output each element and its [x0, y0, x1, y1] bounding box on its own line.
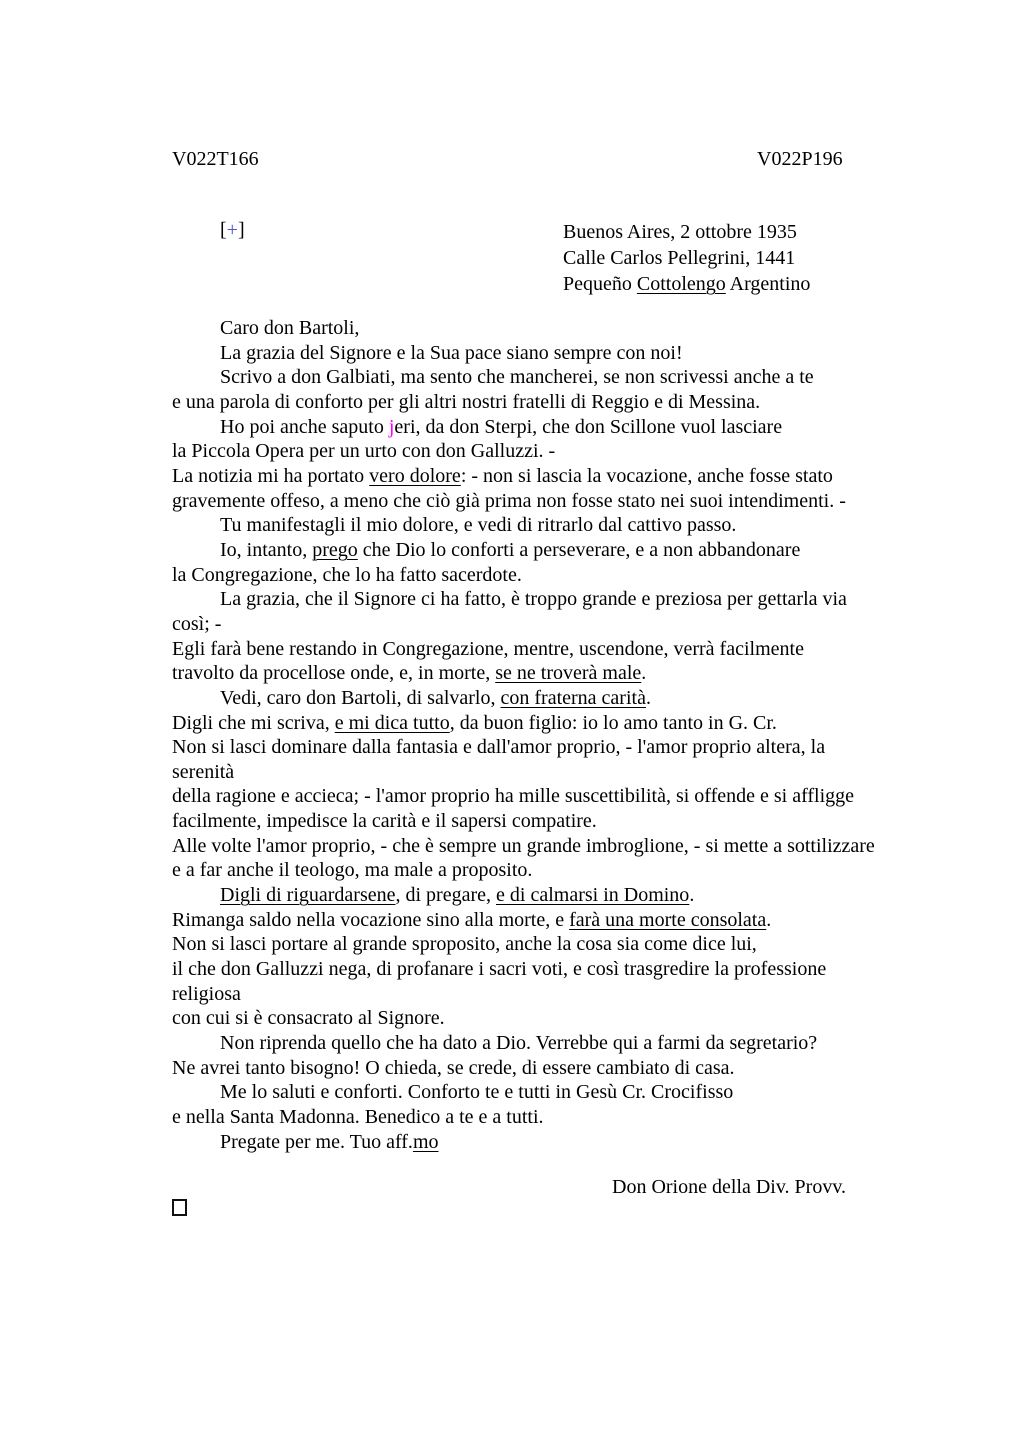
letter-line — [172, 1056, 932, 1081]
text-segment: gravemente offeso, a meno che ciò già prima non fosse stato nei suoi intendimenti. - — [172, 489, 846, 512]
text-segment: La grazia, che il Signore ci ha fatto, è troppo grande e preziosa per gettarla via — [220, 588, 847, 611]
text-segment: eri, da don Sterpi, che don Scillone vuol lasciare — [394, 415, 783, 438]
text-segment: . — [766, 908, 772, 931]
text-segment: che Dio lo conforti a perseverare, e a non abbandonare — [357, 538, 801, 561]
text-segment: Tu manifestagli il mio dolore, e vedi di ritrarlo dal cattivo passo. — [220, 514, 737, 537]
letter-line — [172, 513, 932, 538]
text-segment: Caro don Bartoli, — [220, 317, 360, 339]
text-segment: . — [641, 662, 647, 685]
letter-body — [172, 316, 932, 1154]
text-segment: Calle Carlos Pellegrini, 1441 — [563, 247, 796, 269]
letter-line — [172, 1006, 932, 1031]
letter-line — [172, 637, 932, 662]
document-code-right: V022P196 — [757, 148, 843, 170]
letter-line — [172, 390, 932, 415]
letter-line — [172, 932, 932, 957]
text-segment: Non riprenda quello che ha dato a Dio. Verrebbe qui a farmi da segretario? — [220, 1032, 818, 1055]
text-segment: Egli farà bene restando in Congregazione, mentre, uscendone, verrà facilmente — [172, 637, 804, 660]
letter-line — [172, 735, 932, 760]
text-segment: Non si lasci portare al grande sproposito, anche la cosa sia come dice lui, — [172, 933, 757, 956]
text-segment: , di pregare, — [395, 884, 497, 907]
letter-line — [172, 883, 932, 908]
letter-line — [172, 686, 932, 711]
text-segment: Digli che mi scriva, — [172, 711, 335, 734]
letter-line — [172, 587, 932, 612]
cross-notation — [220, 219, 245, 242]
signature: Don Orione della Div. Provv. — [612, 1176, 847, 1198]
text-segment: La notizia mi ha portato — [172, 464, 370, 487]
letter-line — [172, 858, 932, 883]
underlined-text: farà una morte consolata — [569, 908, 767, 931]
letter-line — [172, 538, 932, 563]
letter-line — [172, 439, 932, 464]
letter-line — [172, 489, 932, 514]
text-segment: della ragione e accieca; - l'amor proprio ha mille suscettibilità, si offende e si affligge — [172, 785, 855, 808]
letter-line — [172, 784, 932, 809]
text-segment: travolto da procellose onde, e, in morte, — [172, 662, 496, 685]
text-segment: Ho poi anche saputo — [220, 415, 389, 438]
text-segment: Io, intanto, — [220, 538, 313, 561]
text-segment: la Piccola Opera per un urto con don Galluzzi. - — [172, 440, 556, 463]
square-outline-icon — [172, 1199, 187, 1216]
letter-line — [172, 711, 932, 736]
letter-line — [172, 365, 932, 390]
text-segment: Argentino — [725, 273, 811, 295]
underlined-text: Cottolengo — [636, 273, 726, 295]
letter-line — [172, 563, 932, 588]
underlined-text: prego — [312, 538, 358, 561]
text-segment: la Congregazione, che lo ha fatto sacerdote. — [172, 563, 522, 586]
letter-line — [172, 1031, 932, 1056]
text-segment: religiosa — [172, 982, 241, 1005]
letter-line — [172, 1105, 932, 1130]
text-segment: Me lo saluti e conforti. Conforto te e tutti in Gesù Cr. Crocifisso — [220, 1081, 734, 1104]
underlined-text: e mi dica tutto — [334, 711, 450, 734]
letter-line — [172, 834, 932, 859]
text-segment: Ne avrei tanto bisogno! O chieda, se crede, di essere cambiato di casa. — [172, 1056, 735, 1079]
letter-line — [172, 1130, 932, 1155]
letter-line — [172, 415, 932, 440]
letter-line — [172, 464, 932, 489]
underlined-text: vero dolore — [369, 464, 461, 487]
text-segment: Pregate per me. Tuo aff. — [220, 1130, 413, 1153]
letter-line — [172, 661, 932, 686]
text-segment: + — [226, 219, 238, 241]
underlined-text: e di calmarsi in Domino — [496, 884, 690, 907]
date-address-block — [563, 219, 810, 297]
text-segment: , da buon figlio: io lo amo tanto in G. Cr. — [449, 711, 777, 734]
underlined-text: Digli di riguardarsene — [220, 884, 396, 907]
text-segment: [ — [220, 219, 227, 241]
text-segment: Non si lasci dominare dalla fantasia e dall'amor proprio, - l'amor proprio altera, la — [172, 736, 826, 759]
text-segment: ] — [237, 219, 245, 241]
letter-line — [563, 271, 810, 297]
letter-line — [172, 612, 932, 637]
text-segment: Scrivo a don Galbiati, ma sento che mancherei, se non scrivessi anche a te — [220, 366, 814, 389]
document-code-left: V022T166 — [172, 148, 259, 170]
text-segment: Vedi, caro don Bartoli, di salvarlo, — [220, 686, 501, 709]
text-segment: Pequeño — [563, 273, 637, 295]
text-segment: Alle volte l'amor proprio, - che è sempre un grande imbroglione, - si mette a sottilizzare — [172, 834, 875, 857]
text-segment: : - non si lascia la vocazione, anche fosse stato — [460, 464, 833, 487]
text-segment: La grazia del Signore e la Sua pace siano sempre con noi! — [220, 341, 683, 364]
letter-line — [563, 245, 810, 271]
letter-line — [563, 219, 810, 245]
underlined-text: se ne troverà male — [495, 662, 642, 685]
text-segment: facilmente, impedisce la carità e il sapersi compatire. — [172, 810, 597, 833]
letter-line — [172, 908, 932, 933]
text-segment: e a far anche il teologo, ma male a proposito. — [172, 859, 533, 882]
text-segment: così; - — [172, 612, 222, 635]
text-segment: con cui si è consacrato al Signore. — [172, 1007, 445, 1030]
letter-line — [172, 1080, 932, 1105]
text-segment: Rimanga saldo nella vocazione sino alla morte, e — [172, 908, 570, 931]
letter-line — [172, 316, 932, 341]
text-segment: j — [388, 415, 395, 438]
text-segment: il che don Galluzzi nega, di profanare i sacri voti, e così trasgredire la professione — [172, 958, 827, 981]
text-segment: . — [645, 686, 651, 709]
letter-line — [172, 982, 932, 1007]
letter-line — [172, 957, 932, 982]
letter-line — [172, 760, 932, 785]
letter-line — [172, 809, 932, 834]
underlined-text: mo — [412, 1130, 439, 1153]
text-segment: Buenos Aires, 2 ottobre 1935 — [563, 221, 797, 243]
text-segment: e una parola di conforto per gli altri nostri fratelli di Reggio e di Messina. — [172, 390, 761, 413]
text-segment: serenità — [172, 760, 235, 783]
letter-line — [172, 341, 932, 366]
text-segment: e nella Santa Madonna. Benedico a te e a tutti. — [172, 1106, 544, 1128]
underlined-text: con fraterna carità — [500, 686, 646, 709]
text-segment: . — [689, 884, 695, 907]
